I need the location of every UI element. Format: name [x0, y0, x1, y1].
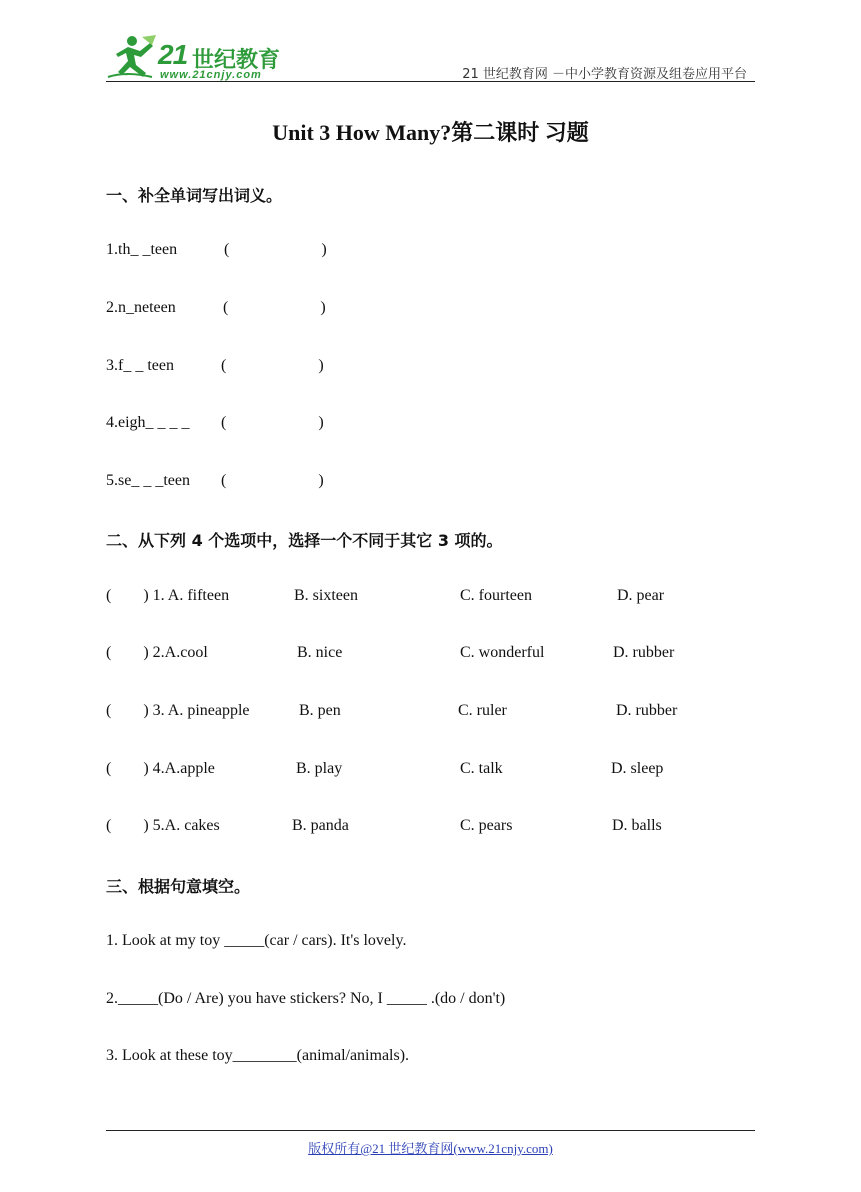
logo-url: www.21cnjy.com [160, 69, 262, 81]
s3-sentence: 3. Look at these toy________(animal/animals). [106, 1047, 410, 1064]
s3-sentence: 2._____(Do / Are) you have stickers? No, I _____ .(do / don't) [106, 990, 506, 1007]
s2-option-b: B. panda [292, 817, 349, 834]
s1-answer-blank[interactable]: ( ) [221, 357, 324, 374]
logo-text: 世纪教育 [192, 48, 281, 73]
s1-answer-blank[interactable]: ( ) [223, 299, 326, 316]
s1-word: 5.se_ _ _teen [106, 472, 190, 489]
s1-answer-blank[interactable]: ( ) [224, 241, 327, 258]
s2-option-d: D. balls [612, 817, 662, 834]
section1-heading: 一、补全单词写出词义。 [106, 186, 283, 205]
s2-option-c: C. talk [460, 760, 503, 777]
runner-logo-icon [106, 33, 158, 81]
s2-question: ( ) 3. A. pineapple [106, 702, 250, 719]
s2-option-c: C. ruler [458, 702, 507, 719]
s2-option-c: C. pears [460, 817, 513, 834]
s2-option-b: B. sixteen [294, 587, 358, 604]
s2-option-d: D. sleep [611, 760, 664, 777]
s2-option-d: D. rubber [616, 702, 678, 719]
section3-heading: 三、根据句意填空。 [106, 877, 251, 896]
s2-option-d: D. pear [617, 587, 665, 604]
s2-option-b: B. nice [297, 644, 343, 661]
s2-option-c: C. fourteen [460, 587, 532, 604]
s2-question: ( ) 1. A. fifteen [106, 587, 230, 604]
section2-heading: 二、从下列 4 个选项中，选择一个不同于其它 3 项的。 [106, 531, 503, 550]
s2-option-b: B. pen [299, 702, 341, 719]
header-divider [106, 81, 755, 82]
s1-answer-blank[interactable]: ( ) [221, 472, 324, 489]
footer-divider [106, 1130, 755, 1131]
s2-option-c: C. wonderful [460, 644, 545, 661]
s2-option-d: D. rubber [613, 644, 675, 661]
s1-word: 2.n_neteen [106, 299, 176, 316]
s2-question: ( ) 2.A.cool [106, 644, 208, 661]
logo-number: 21 [158, 39, 188, 70]
page-title: Unit 3 How Many?第二课时 习题 [272, 120, 589, 145]
s1-answer-blank[interactable]: ( ) [221, 414, 324, 431]
s1-word: 3.f_ _ teen [106, 357, 174, 374]
s1-word: 4.eigh_ _ _ _ [106, 414, 190, 431]
s3-sentence: 1. Look at my toy _____(car / cars). It's lovely. [106, 932, 407, 949]
s2-question: ( ) 4.A.apple [106, 760, 215, 777]
site-logo [106, 33, 286, 83]
s1-word: 1.th_ _teen [106, 241, 178, 258]
s2-option-b: B. play [296, 760, 343, 777]
footer-copyright-link[interactable]: 版权所有@21 世纪教育网(www.21cnjy.com) [308, 1141, 553, 1156]
site-tagline: 21 世纪教育网 －中小学教育资源及组卷应用平台 [462, 67, 747, 82]
s2-question: ( ) 5.A. cakes [106, 817, 220, 834]
